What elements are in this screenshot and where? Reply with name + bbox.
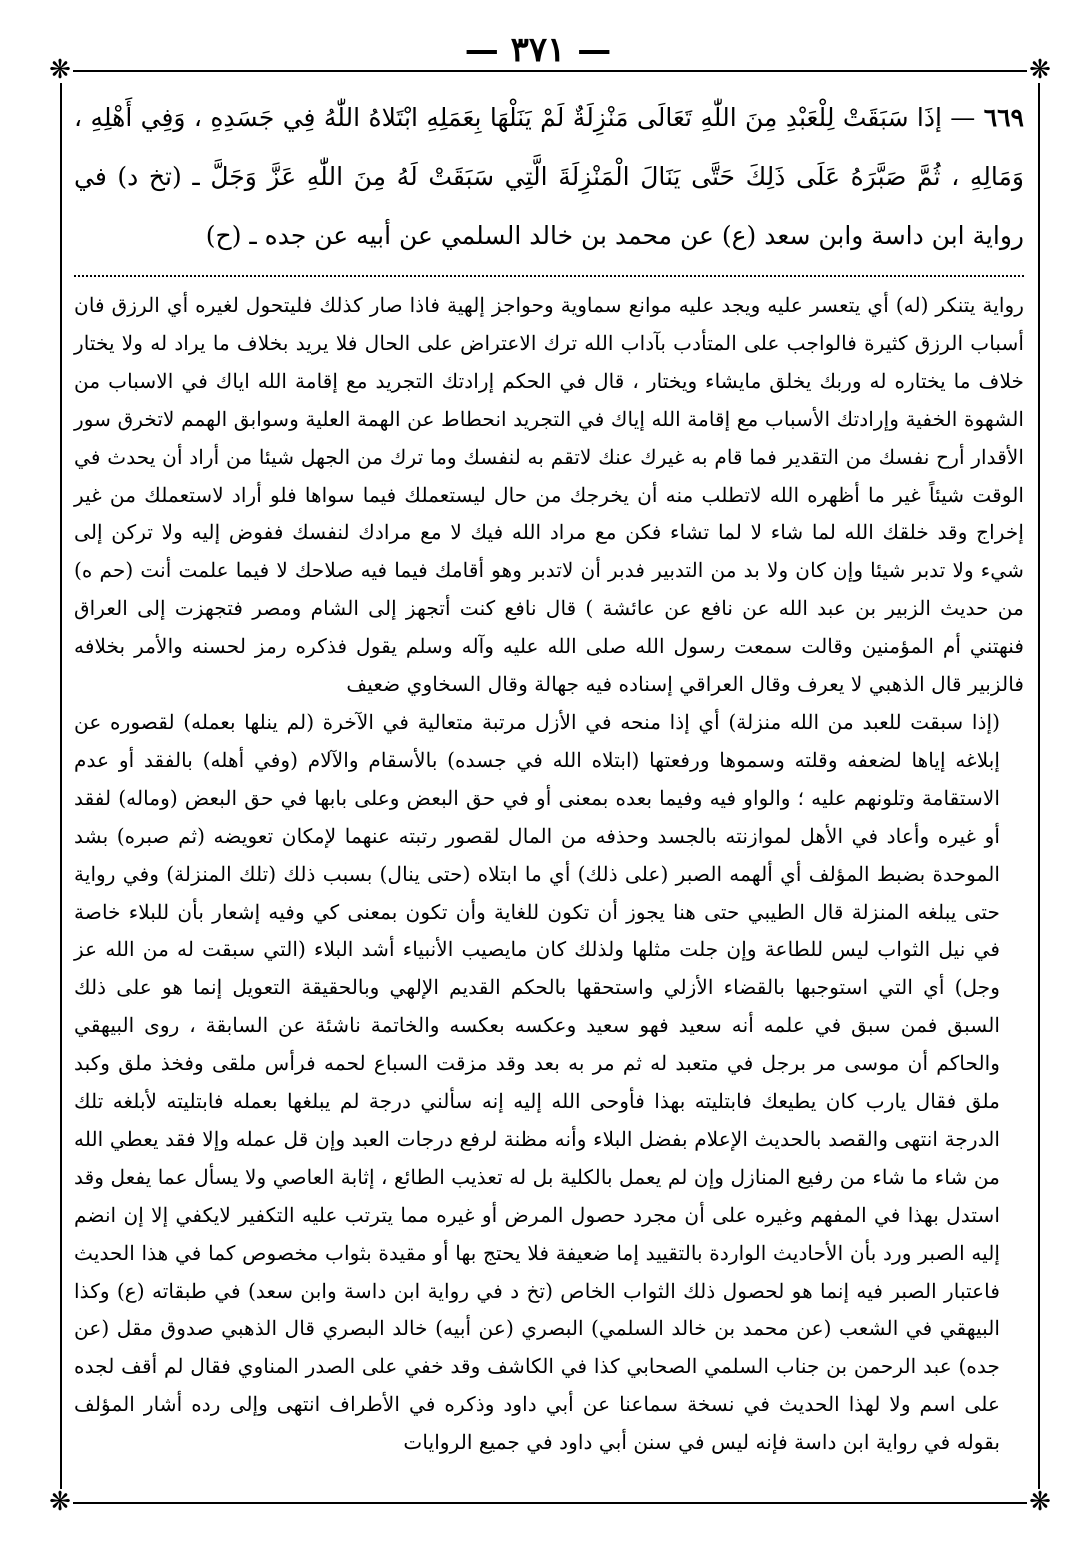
hadith-dash: —	[941, 103, 984, 132]
commentary-paragraph: رواية يتنكر (له) أي يتعسر عليه ويجد عليه موانع سماوية وحواجز إلهية فاذا صار كذلك فليتحول لغيره أي الرزق فان أسباب الرزق كثيرة فالواجب على المتأدب بآداب الله ترك الاعتراض على الحال فلا يريد بخلاف ما يراد له ولا يختار خلاف ما يختاره له وربك يخلق مايشاء ويختار ، قال في الحكم إرادتك التجريد مع إقامة الله اياك في الاسباب من الشهوة الخفية وإرادتك الأسباب مع إقامة الله إياك في التجريد انحطاط عن الهمة العلية وسوابق الهمم لاتخرق سور الأقدار أرح نفسك من التقدير فما قام به غيرك عنك لاتقم به لنفسك وما ترك من الجهل شيئا من أراد أن يحدث في الوقت شيئاً غير ما أظهره الله لاتطلب منه أن يخرجك من حال ليستعملك فيما سواها فلو أراد لاستعملك من غير إخراج وقد خلقك الله لما شاء لا لما تشاء فكن مع مراد الله فيك لا مع مرادك لنفسك ففوض إليه ولا تركن إلى شيء ولا تدبر شيئا وإن كان ولا بد من التدبير فدبر أن لاتدبر وهو أقامك فيما فيه صلاحك لا فيما علمت أنت (حم ه) من حديث الزبير بن عبد الله عن نافع عن عائشة ) قال نافع كنت أتجهز إلى الشام ومصر فتجهزت إلى العراق فنهتني أم المؤمنين وقالت سمعت رسول الله صلى الله عليه وآله وسلم يقول فذكره رمز لحسنه والأمر بخلافه فالزبير قال الذهبي لا يعرف وقال العراقي إسناده فيه جهالة وقال السخاوي ضعيف	[74, 293, 1024, 697]
corner-ornament-icon: ❋	[1027, 57, 1053, 83]
commentary	[74, 287, 1024, 1462]
section-separator	[74, 275, 1024, 277]
hadith-number: ٦٦٩	[983, 103, 1024, 132]
hadith-body: إذَا سَبَقَتْ لِلْعَبْدِ مِنَ اللّٰهِ تَعَالَى مَنْزِلَةٌ لَمْ يَنَلْهَا بِعَمَلِهِ ابْتَلاهُ اللّٰهُ فِي جَسَدِهِ ، وَفِي أَهْلِهِ ، وَمَالِهِ ، ثُمَّ صَبَّرَهُ عَلَى ذَلِكَ حَتَّى يَنَالَ الْمَنْزِلَةَ الَّتِي سَبَقَتْ لَهُ مِنَ اللّٰهِ عَزَّ وَجَلَّ ـ (تخ د) في رواية ابن داسة وابن سعد (ع) عن محمد بن خالد السلمي عن أبيه عن جده ـ (ح)	[74, 103, 1024, 250]
hadith-text	[74, 88, 1024, 265]
corner-ornament-icon: ❋	[47, 1489, 73, 1515]
page-content	[74, 88, 1024, 1462]
page-number: — ٣٧١ —	[464, 30, 612, 70]
commentary-paragraph: (إذا سبقت للعبد من الله منزلة) أي إذا منحه في الأزل مرتبة متعالية في الآخرة (لم ينلها بعمله) لقصوره عن إبلاغه إياها لضعفه وقلته وسموها ورفعتها (ابتلاه الله في جسده) بالأسقام والآلام (وفي أهله) بالفقد أو عدم الاستقامة وتلونهم عليه ؛ والواو فيه وفيما بعده بمعنى أو في حق البعض وعلى بابها في حق البعض (وماله) لفقد أو غيره وأعاد في الأهل لموازنته بالجسد وحذفه من المال لقصور رتبته عنهما لإمكان تعويضه (ثم صبره) بشد الموحدة بضبط المؤلف أي ألهمه الصبر (على ذلك) أي ما ابتلاه (حتى ينال) بسبب ذلك (تلك المنزلة) وفي رواية حتى يبلغه المنزلة قال الطيبي حتى هنا يجوز أن تكون للغاية وأن تكون بمعنى كي وفيه إشعار بأن للبلاء خاصة في نيل الثواب ليس للطاعة وإن جلت مثلها ولذلك كان مايصيب الأنبياء أشد البلاء (التي سبقت له من الله عز وجل) أي التي استوجبها بالقضاء الأزلي واستحقها بالحكم القديم الإلهي وبالحقيقة التعويل إنما هو على ذلك السبق فمن سبق في علمه أنه سعيد فهو سعيد وعكسه بعكسه والخاتمة ناشئة عن السابقة ، روى البيهقي والحاكم أن موسى مر برجل في متعبد له ثم مر به بعد وقد مزقت السباع لحمه فرأس ملقى وفخذ ملق وكبد ملق فقال يارب كان يطيعك فابتليته بهذا فأوحى الله إليه إنه سألني درجة لم يبلغها بعمله فابتليته لأبلغه تلك الدرجة انتهى والقصد بالحديث الإعلام بفضل البلاء وأنه مظنة لرفع درجات العبد وإن قل عمله وإلا فقد يعطي الله من شاء ما شاء من رفيع المنازل وإن لم يعمل بالكلية بل له تعذيب الطائع ، إثابة العاصي ولا يسأل عما يفعل وقد استدل بهذا في المفهم وغيره على أن مجرد حصول المرض أو غيره مما يترتب عليه التكفير لايكفي إلا إن انضم إليه الصبر ورد بأن الأحاديث الواردة بالتقييد إما ضعيفة فلا يحتج بها أو مقيدة بثواب مخصوص كما في هذا الحديث فاعتبار الصبر فيه إنما هو لحصول ذلك الثواب الخاص (تخ د في رواية ابن داسة وابن سعد) في طبقاته (ع) وكذا البيهقي في الشعب (عن محمد بن خالد السلمي) البصري (عن أبيه) خالد البصري قال الذهبي صدوق مقل (عن جده) عبد الرحمن بن جناب السلمي الصحابي كذا في الكاشف وقد خفي على الصدر المناوي فقال لم أقف لجده على اسم ولا لهذا الحديث في نسخة سماعنا عن أبي داود وذكره في الأطراف انتهى وإلى رده أشار المؤلف بقوله في رواية ابن داسة فإنه ليس في سنن أبي داود في جميع الروايات	[74, 709, 1000, 1455]
corner-ornament-icon: ❋	[47, 57, 73, 83]
corner-ornament-icon: ❋	[1027, 1489, 1053, 1515]
